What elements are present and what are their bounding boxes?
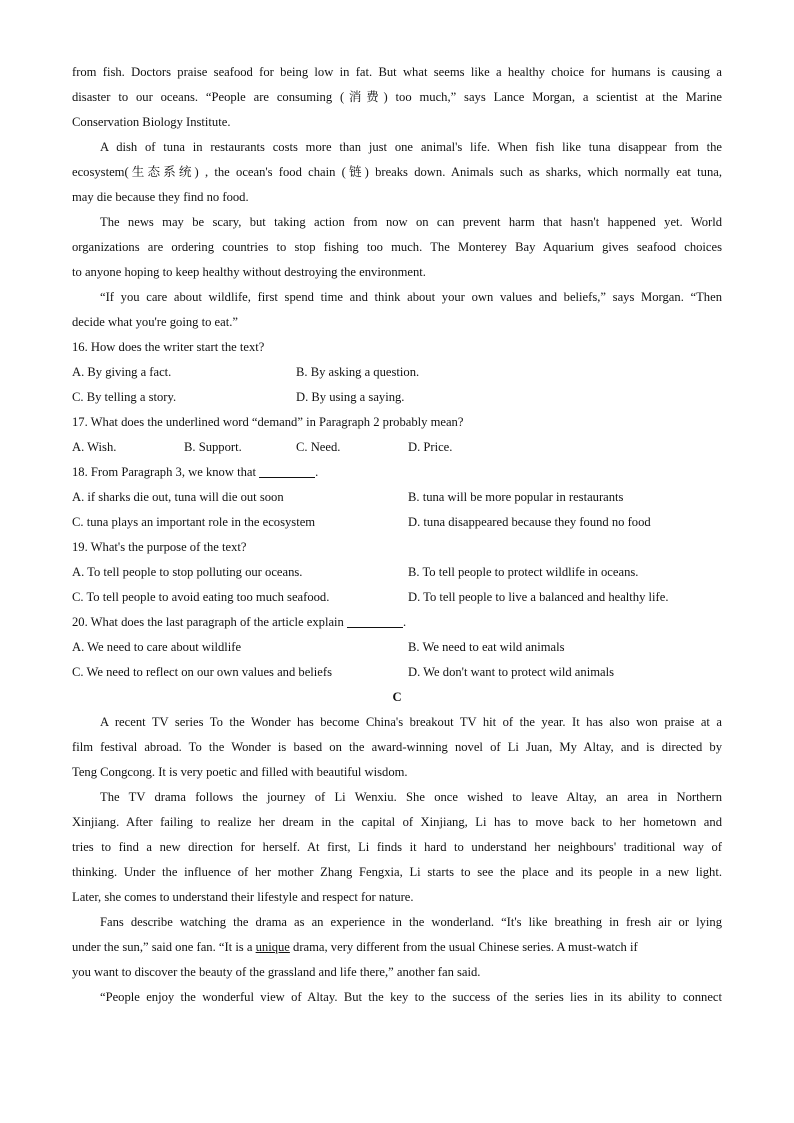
option-b: B. By asking a question. <box>296 365 420 379</box>
options-row <box>72 660 722 685</box>
option-a: A. We need to care about wildlife <box>72 640 242 654</box>
question-stem: 19. What's the purpose of the text? <box>72 540 247 554</box>
text-line: to anyone hoping to keep healthy without destroying the environment. <box>72 265 426 279</box>
text-line: A dish of tuna in restaurants costs more than just one animal's life. When fish like tuna disappear from the <box>100 140 722 154</box>
period: . <box>315 465 319 479</box>
option-a: A. To tell people to stop polluting our oceans. <box>72 565 303 579</box>
text-line: disaster to our oceans. “People are consuming (消费) too much,” says Lance Morgan, a scientist at the Marine <box>72 90 722 104</box>
option-b: B. tuna will be more popular in restaurants <box>408 490 624 504</box>
question-19 <box>72 535 722 610</box>
text-line: thinking. Under the influence of her mother Zhang Fengxia, Li starts to see the place and its people in a new light. <box>72 865 722 879</box>
option-c: C. We need to reflect on our own values and beliefs <box>72 665 332 679</box>
question-stem: 16. How does the writer start the text? <box>72 340 265 354</box>
text-line: A recent TV series To the Wonder has become China's breakout TV hit of the year. It has also won praise at a <box>100 715 722 729</box>
text-line: The TV drama follows the journey of Li Wenxiu. She once wished to leave Altay, an area in Northern <box>100 790 722 804</box>
option-a: A. By giving a fact. <box>72 365 172 379</box>
options-row <box>72 585 722 610</box>
option-c: C. Need. <box>296 440 341 454</box>
options-row <box>72 485 722 510</box>
option-d: D. To tell people to live a balanced and healthy life. <box>408 590 669 604</box>
text-line: “People enjoy the wonderful view of Altay. But the key to the success of the series lies in its ability to connect <box>100 990 722 1004</box>
section-c-paragraph-1 <box>72 710 722 785</box>
passage-b-paragraph-3 <box>72 210 722 285</box>
option-b: B. To tell people to protect wildlife in oceans. <box>408 565 639 579</box>
text-line: Conservation Biology Institute. <box>72 115 231 129</box>
question-stem-row <box>72 610 722 635</box>
answer-blank <box>259 463 315 478</box>
text-line: Xinjiang. After failing to realize her dream in the capital of Xinjiang, Li has to move back to her hometown and <box>72 815 722 829</box>
section-c-paragraph-3 <box>72 910 722 985</box>
option-c: C. By telling a story. <box>72 390 177 404</box>
underlined-word: unique <box>255 940 290 954</box>
option-b: B. Support. <box>184 440 242 454</box>
text-line: Teng Congcong. It is very poetic and filled with beautiful wisdom. <box>72 765 408 779</box>
passage-b-paragraph-4 <box>72 285 722 335</box>
options-row <box>72 435 722 460</box>
question-stem: 18. From Paragraph 3, we know that <box>72 465 256 479</box>
period: . <box>403 615 407 629</box>
option-d: D. Price. <box>408 440 453 454</box>
text-line: may die because they find no food. <box>72 190 249 204</box>
option-d: D. We don't want to protect wild animals <box>408 665 614 679</box>
question-20 <box>72 610 722 685</box>
options-row <box>72 560 722 585</box>
exam-page <box>72 60 722 1010</box>
text-line: The news may be scary, but taking action from now on can prevent harm that hasn't happened yet. World <box>100 215 722 229</box>
passage-b-paragraph-1 <box>72 60 722 135</box>
option-a: A. if sharks die out, tuna will die out soon <box>72 490 284 504</box>
question-stem-row <box>72 460 722 485</box>
text-line: organizations are ordering countries to stop fishing too much. The Monterey Bay Aquarium gives seafood choices <box>72 240 722 254</box>
options-row <box>72 360 722 385</box>
question-16 <box>72 335 722 410</box>
text-segment: drama, very different from the usual Chinese series. A must-watch if <box>289 940 638 954</box>
text-line: Fans describe watching the drama as an experience in the wonderland. “It's like breathing in fresh air or lying <box>100 915 722 929</box>
option-c: C. tuna plays an important role in the ecosystem <box>72 515 316 529</box>
section-title: C <box>392 690 402 704</box>
answer-blank <box>347 613 403 628</box>
option-d: D. By using a saying. <box>296 390 405 404</box>
options-row <box>72 635 722 660</box>
options-row <box>72 385 722 410</box>
section-c-paragraph-2 <box>72 785 722 910</box>
question-stem: 17. What does the underlined word “demand” in Paragraph 2 probably mean? <box>72 415 464 429</box>
question-18 <box>72 460 722 535</box>
text-line <box>72 935 722 960</box>
text-line: from fish. Doctors praise seafood for being low in fat. But what seems like a healthy choice for humans is causing a <box>72 65 722 79</box>
text-line: decide what you're going to eat.” <box>72 315 238 329</box>
text-segment: under the sun,” said one fan. “It is a <box>72 940 256 954</box>
option-c: C. To tell people to avoid eating too much seafood. <box>72 590 330 604</box>
text-line: ecosystem(生态系统) , the ocean's food chain (链) breaks down. Animals such as sharks, which normally eat tuna, <box>72 165 722 179</box>
section-c-paragraph-4 <box>72 985 722 1010</box>
option-a: A. Wish. <box>72 440 117 454</box>
question-stem: 20. What does the last paragraph of the article explain <box>72 615 344 629</box>
text-line: tries to find a new direction for herself. At first, Li finds it hard to understand her neighbours' traditional way of <box>72 840 722 854</box>
text-line: you want to discover the beauty of the grassland and life there,” another fan said. <box>72 965 481 979</box>
options-row <box>72 510 722 535</box>
passage-b-paragraph-2 <box>72 135 722 210</box>
text-line: film festival abroad. To the Wonder is based on the award-winning novel of Li Juan, My Altay, and is directed by <box>72 740 722 754</box>
text-line: “If you care about wildlife, first spend time and think about your own values and beliefs,” says Morgan. “Then <box>100 290 722 304</box>
option-d: D. tuna disappeared because they found no food <box>408 515 651 529</box>
question-17 <box>72 410 722 460</box>
option-b: B. We need to eat wild animals <box>408 640 565 654</box>
text-line: Later, she comes to understand their lifestyle and respect for nature. <box>72 890 414 904</box>
